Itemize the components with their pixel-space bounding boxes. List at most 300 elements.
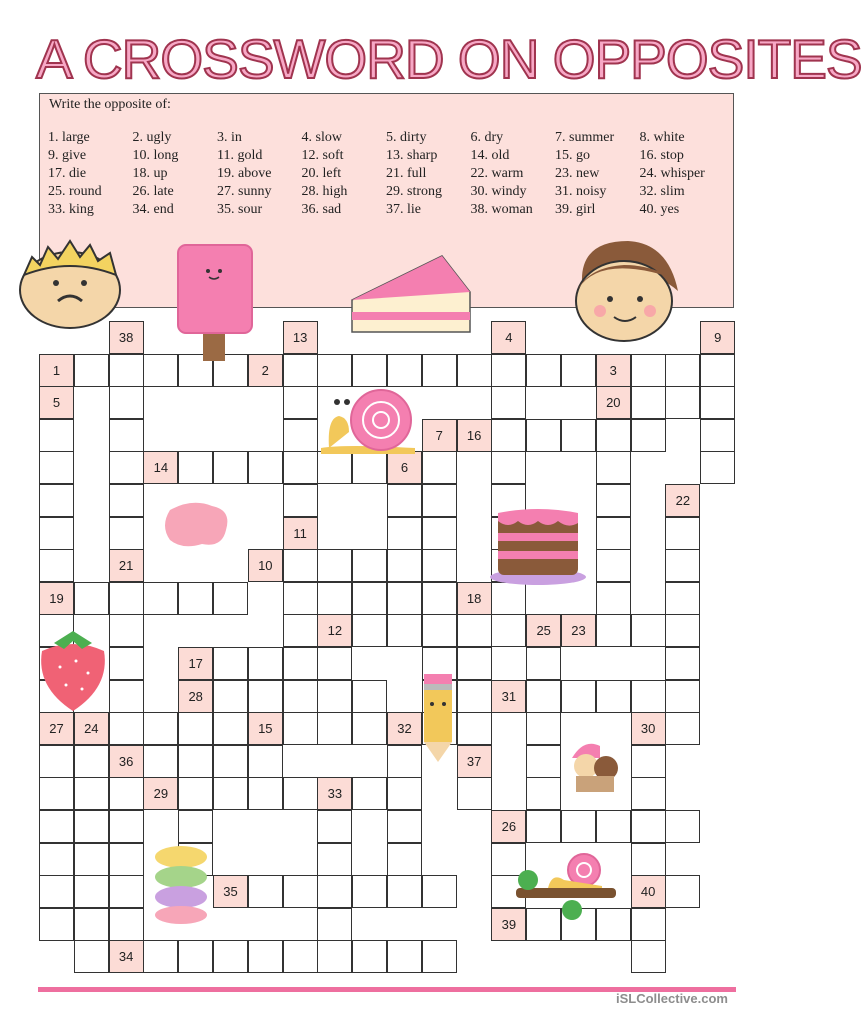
answer-cell[interactable] — [213, 940, 248, 973]
answer-cell[interactable] — [143, 712, 178, 745]
clue-item: 14. old — [470, 148, 510, 163]
answer-cell[interactable] — [178, 451, 213, 484]
answer-cell[interactable] — [387, 354, 422, 387]
watermark: iSLCollective.com — [616, 991, 728, 1006]
answer-cell[interactable] — [109, 875, 144, 908]
clue-item: 16. stop — [639, 148, 684, 163]
clue-item: 35. sour — [217, 202, 263, 217]
answer-cell[interactable] — [561, 419, 596, 452]
answer-cell[interactable] — [491, 614, 526, 647]
answer-cell[interactable] — [283, 680, 318, 713]
clue-item: 39. girl — [555, 202, 596, 217]
numbered-cell[interactable] — [213, 875, 248, 908]
answer-cell[interactable] — [283, 647, 318, 680]
answer-cell[interactable] — [422, 875, 457, 908]
clue-number: 6 — [400, 460, 409, 476]
answer-cell[interactable] — [109, 484, 144, 517]
answer-cell[interactable] — [352, 875, 387, 908]
clue-item: 34. end — [132, 202, 174, 217]
answer-cell[interactable] — [526, 354, 561, 387]
clue-number: 1 — [52, 362, 61, 378]
answer-cell[interactable] — [596, 517, 631, 550]
answer-cell[interactable] — [74, 875, 109, 908]
answer-cell[interactable] — [39, 777, 74, 810]
clue-number: 7 — [435, 427, 443, 443]
pink-blob-icon — [162, 500, 230, 552]
answer-cell[interactable] — [665, 582, 700, 615]
clue-number: 22 — [675, 493, 691, 508]
snail-on-branch-icon — [512, 850, 620, 924]
numbered-cell[interactable] — [317, 777, 352, 810]
answer-cell[interactable] — [596, 484, 631, 517]
numbered-cell[interactable] — [665, 484, 700, 517]
answer-cell[interactable] — [317, 354, 352, 387]
numbered-cell[interactable] — [178, 680, 213, 713]
answer-cell[interactable] — [665, 386, 700, 419]
clue-number: 5 — [52, 395, 61, 411]
numbered-cell[interactable] — [248, 712, 283, 745]
answer-cell[interactable] — [526, 745, 561, 778]
answer-cell[interactable] — [596, 614, 631, 647]
answer-cell[interactable] — [213, 680, 248, 713]
cake-slice-icon — [350, 252, 475, 344]
answer-cell[interactable] — [74, 908, 109, 941]
numbered-cell[interactable] — [143, 777, 178, 810]
answer-cell[interactable] — [317, 712, 352, 745]
answer-cell[interactable] — [109, 582, 144, 615]
answer-cell[interactable] — [631, 680, 666, 713]
clue-number: 17 — [188, 656, 203, 671]
answer-cell[interactable] — [387, 940, 422, 973]
answer-cell[interactable] — [178, 745, 213, 778]
clue-number: 29 — [153, 786, 169, 802]
answer-cell[interactable] — [700, 354, 735, 387]
answer-cell[interactable] — [143, 745, 178, 778]
answer-cell[interactable] — [387, 875, 422, 908]
answer-cell[interactable] — [561, 810, 596, 843]
answer-cell[interactable] — [248, 777, 283, 810]
answer-cell[interactable] — [109, 647, 144, 680]
answer-cell[interactable] — [283, 354, 318, 387]
clue-number: 38 — [118, 330, 134, 345]
answer-cell[interactable] — [39, 549, 74, 582]
strawberry-icon — [36, 627, 110, 713]
answer-cell[interactable] — [74, 810, 109, 843]
answer-cell[interactable] — [39, 908, 74, 941]
answer-cell[interactable] — [352, 614, 387, 647]
clue-number: 14 — [153, 460, 169, 476]
answer-cell[interactable] — [387, 484, 422, 517]
answer-cell[interactable] — [109, 451, 144, 484]
answer-cell[interactable] — [631, 843, 666, 876]
answer-cell[interactable] — [665, 680, 700, 713]
answer-cell[interactable] — [352, 549, 387, 582]
answer-cell[interactable] — [213, 712, 248, 745]
clue-number: 40 — [640, 884, 656, 900]
answer-cell[interactable] — [317, 680, 352, 713]
clue-item: 21. full — [386, 166, 427, 181]
answer-cell[interactable] — [178, 810, 213, 843]
clue-number: 16 — [466, 427, 482, 443]
answer-cell[interactable] — [283, 484, 318, 517]
answer-cell[interactable] — [283, 614, 318, 647]
answer-cell[interactable] — [457, 712, 492, 745]
answer-cell[interactable] — [596, 810, 631, 843]
numbered-cell[interactable] — [700, 321, 735, 354]
answer-cell[interactable] — [665, 517, 700, 550]
numbered-cell[interactable] — [561, 614, 596, 647]
answer-cell[interactable] — [387, 777, 422, 810]
answer-cell[interactable] — [213, 745, 248, 778]
answer-cell[interactable] — [387, 843, 422, 876]
answer-cell[interactable] — [700, 386, 735, 419]
instruction-text: Write the opposite of: — [49, 97, 171, 112]
clue-number: 33 — [327, 786, 343, 802]
answer-cell[interactable] — [178, 940, 213, 973]
girl-face-icon — [560, 233, 685, 345]
answer-cell[interactable] — [457, 680, 492, 713]
answer-cell[interactable] — [526, 712, 561, 745]
answer-cell[interactable] — [74, 354, 109, 387]
clue-item: 18. up — [132, 166, 168, 181]
answer-cell[interactable] — [317, 875, 352, 908]
answer-cell[interactable] — [665, 712, 700, 745]
answer-cell[interactable] — [74, 940, 109, 973]
clue-number: 23 — [571, 623, 586, 639]
answer-cell[interactable] — [526, 680, 561, 713]
answer-cell[interactable] — [109, 777, 144, 810]
clue-item: 4. slow — [301, 130, 342, 145]
clue-number: 18 — [466, 590, 482, 606]
answer-cell[interactable] — [422, 484, 457, 517]
clue-number: 25 — [536, 623, 551, 639]
answer-cell[interactable] — [39, 875, 74, 908]
answer-cell[interactable] — [74, 582, 109, 615]
answer-cell[interactable] — [109, 386, 144, 419]
numbered-cell[interactable] — [178, 647, 213, 680]
clue-number: 26 — [501, 819, 517, 834]
numbered-cell[interactable] — [631, 875, 666, 908]
answer-cell[interactable] — [39, 451, 74, 484]
numbered-cell[interactable] — [248, 549, 283, 582]
answer-cell[interactable] — [631, 777, 666, 810]
clue-number: 19 — [49, 590, 64, 606]
answer-cell[interactable] — [352, 940, 387, 973]
clue-item: 9. give — [48, 148, 87, 163]
answer-cell[interactable] — [109, 680, 144, 713]
answer-cell[interactable] — [109, 810, 144, 843]
clue-item: 30. windy — [470, 184, 527, 199]
answer-cell[interactable] — [109, 614, 144, 647]
clue-item: 26. late — [132, 184, 174, 199]
answer-cell[interactable] — [39, 745, 74, 778]
answer-cell[interactable] — [74, 745, 109, 778]
clue-number: 4 — [505, 330, 513, 345]
answer-cell[interactable] — [283, 386, 318, 419]
answer-cell[interactable] — [665, 810, 700, 843]
clue-number: 2 — [261, 362, 269, 378]
answer-cell[interactable] — [283, 712, 318, 745]
clue-item: 29. strong — [386, 184, 442, 199]
answer-cell[interactable] — [248, 940, 283, 973]
answer-cell[interactable] — [491, 451, 526, 484]
answer-cell[interactable] — [352, 680, 387, 713]
answer-cell[interactable] — [457, 354, 492, 387]
numbered-cell[interactable] — [596, 386, 631, 419]
numbered-cell[interactable] — [422, 419, 457, 452]
answer-cell[interactable] — [700, 419, 735, 452]
answer-cell[interactable] — [317, 843, 352, 876]
answer-cell[interactable] — [387, 517, 422, 550]
numbered-cell[interactable] — [491, 810, 526, 843]
answer-cell[interactable] — [665, 875, 700, 908]
page-title: A CROSSWORD ON OPPOSITES — [36, 28, 862, 90]
answer-cell[interactable] — [317, 582, 352, 615]
answer-cell[interactable] — [317, 549, 352, 582]
answer-cell[interactable] — [317, 451, 352, 484]
answer-cell[interactable] — [352, 777, 387, 810]
clue-item: 11. gold — [217, 148, 263, 163]
numbered-cell[interactable] — [74, 712, 109, 745]
answer-cell[interactable] — [248, 745, 283, 778]
answer-cell[interactable] — [283, 777, 318, 810]
answer-cell[interactable] — [213, 451, 248, 484]
numbered-cell[interactable] — [39, 354, 74, 387]
clue-item: 20. left — [301, 166, 342, 181]
answer-cell[interactable] — [248, 451, 283, 484]
answer-cell[interactable] — [631, 386, 666, 419]
answer-cell[interactable] — [283, 419, 318, 452]
answer-cell[interactable] — [248, 647, 283, 680]
clue-item: 31. noisy — [555, 184, 607, 199]
numbered-cell[interactable] — [283, 517, 318, 550]
popsicle-icon — [176, 243, 254, 363]
answer-cell[interactable] — [248, 680, 283, 713]
answer-cell[interactable] — [561, 354, 596, 387]
answer-cell[interactable] — [143, 940, 178, 973]
clue-number: 27 — [49, 721, 64, 737]
answer-cell[interactable] — [248, 875, 283, 908]
answer-cell[interactable] — [317, 647, 352, 680]
boy-face-icon — [14, 235, 126, 330]
answer-cell[interactable] — [109, 354, 144, 387]
clue-number: 32 — [397, 721, 412, 737]
answer-cell[interactable] — [422, 549, 457, 582]
answer-cell[interactable] — [665, 549, 700, 582]
answer-cell[interactable] — [283, 875, 318, 908]
answer-cell[interactable] — [631, 354, 666, 387]
answer-cell[interactable] — [387, 745, 422, 778]
answer-cell[interactable] — [596, 549, 631, 582]
numbered-cell[interactable] — [317, 614, 352, 647]
answer-cell[interactable] — [352, 582, 387, 615]
answer-cell[interactable] — [526, 810, 561, 843]
answer-cell[interactable] — [387, 614, 422, 647]
clue-item: 2. ugly — [132, 130, 172, 145]
answer-cell[interactable] — [39, 517, 74, 550]
numbered-cell[interactable] — [387, 451, 422, 484]
answer-cell[interactable] — [213, 647, 248, 680]
numbered-cell[interactable] — [143, 451, 178, 484]
numbered-cell[interactable] — [631, 712, 666, 745]
answer-cell[interactable] — [422, 451, 457, 484]
clue-item: 23. new — [555, 166, 600, 181]
answer-cell[interactable] — [631, 810, 666, 843]
numbered-cell[interactable] — [596, 354, 631, 387]
answer-cell[interactable] — [387, 549, 422, 582]
answer-cell[interactable] — [283, 549, 318, 582]
answer-cell[interactable] — [526, 647, 561, 680]
clue-number: 30 — [640, 721, 656, 737]
answer-cell[interactable] — [665, 647, 700, 680]
answer-cell[interactable] — [665, 354, 700, 387]
answer-cell[interactable] — [631, 419, 666, 452]
answer-cell[interactable] — [422, 614, 457, 647]
clue-item: 36. sad — [301, 202, 342, 217]
answer-cell[interactable] — [526, 419, 561, 452]
answer-cell[interactable] — [283, 451, 318, 484]
pencil-icon — [420, 672, 456, 764]
numbered-cell[interactable] — [491, 680, 526, 713]
answer-cell[interactable] — [457, 777, 492, 810]
answer-cell[interactable] — [283, 940, 318, 973]
clue-number: 9 — [714, 330, 722, 345]
numbered-cell[interactable] — [39, 386, 74, 419]
answer-cell[interactable] — [317, 940, 352, 973]
answer-cell[interactable] — [422, 354, 457, 387]
answer-cell[interactable] — [631, 908, 666, 941]
answer-cell[interactable] — [491, 354, 526, 387]
answer-cell[interactable] — [387, 810, 422, 843]
answer-cell[interactable] — [422, 517, 457, 550]
clue-number: 39 — [501, 916, 517, 932]
clue-item: 6. dry — [470, 130, 504, 145]
answer-cell[interactable] — [109, 843, 144, 876]
clue-number: 37 — [466, 753, 482, 769]
clue-item: 13. sharp — [386, 148, 438, 163]
answer-cell[interactable] — [213, 582, 248, 615]
answer-cell[interactable] — [178, 582, 213, 615]
clue-number: 15 — [258, 721, 273, 737]
clue-item: 5. dirty — [386, 130, 427, 145]
answer-cell[interactable] — [39, 419, 74, 452]
clue-item: 24. whisper — [639, 166, 705, 181]
answer-cell[interactable] — [700, 451, 735, 484]
answer-cell[interactable] — [213, 777, 248, 810]
answer-cell[interactable] — [491, 419, 526, 452]
answer-cell[interactable] — [39, 484, 74, 517]
clue-number: 11 — [293, 525, 307, 541]
answer-cell[interactable] — [109, 908, 144, 941]
answer-cell[interactable] — [561, 680, 596, 713]
numbered-cell[interactable] — [39, 712, 74, 745]
clue-number: 21 — [118, 558, 134, 574]
answer-cell[interactable] — [283, 582, 318, 615]
clue-item: 38. woman — [470, 202, 533, 217]
answer-cell[interactable] — [665, 614, 700, 647]
clue-item: 40. yes — [639, 202, 680, 217]
answer-cell[interactable] — [596, 419, 631, 452]
answer-cell[interactable] — [352, 451, 387, 484]
answer-cell[interactable] — [491, 386, 526, 419]
numbered-cell[interactable] — [457, 419, 492, 452]
clue-number: 13 — [292, 330, 308, 345]
answer-cell[interactable] — [178, 712, 213, 745]
answer-cell[interactable] — [109, 517, 144, 550]
answer-cell[interactable] — [143, 582, 178, 615]
clue-number: 36 — [118, 753, 134, 769]
layer-cake-icon — [488, 505, 588, 587]
answer-cell[interactable] — [109, 712, 144, 745]
answer-cell[interactable] — [457, 647, 492, 680]
answer-cell[interactable] — [39, 810, 74, 843]
answer-cell[interactable] — [317, 908, 352, 941]
clue-item: 28. high — [301, 184, 348, 199]
answer-cell[interactable] — [422, 582, 457, 615]
answer-cell[interactable] — [631, 745, 666, 778]
answer-cell[interactable] — [352, 354, 387, 387]
clue-number: 3 — [609, 362, 617, 378]
clue-item: 12. soft — [301, 148, 344, 163]
answer-cell[interactable] — [631, 614, 666, 647]
clue-number: 10 — [258, 558, 273, 574]
answer-cell[interactable] — [178, 777, 213, 810]
clue-item: 8. white — [639, 130, 685, 145]
numbered-cell[interactable] — [457, 745, 492, 778]
numbered-cell[interactable] — [109, 745, 144, 778]
answer-cell[interactable] — [39, 843, 74, 876]
numbered-cell[interactable] — [283, 321, 318, 354]
answer-cell[interactable] — [387, 582, 422, 615]
answer-cell[interactable] — [74, 843, 109, 876]
numbered-cell[interactable] — [109, 940, 144, 973]
numbered-cell[interactable] — [491, 321, 526, 354]
numbered-cell[interactable] — [109, 549, 144, 582]
answer-cell[interactable] — [109, 419, 144, 452]
clue-item: 25. round — [48, 184, 102, 199]
clue-item: 27. sunny — [217, 184, 272, 199]
snail-icon — [315, 388, 423, 456]
answer-cell[interactable] — [457, 614, 492, 647]
numbered-cell[interactable] — [39, 582, 74, 615]
answer-cell[interactable] — [74, 777, 109, 810]
numbered-cell[interactable] — [526, 614, 561, 647]
numbered-cell[interactable] — [387, 712, 422, 745]
answer-cell[interactable] — [596, 680, 631, 713]
clue-item: 37. lie — [386, 202, 421, 217]
answer-cell[interactable] — [317, 810, 352, 843]
clue-number: 20 — [606, 395, 621, 411]
answer-cell[interactable] — [422, 940, 457, 973]
clue-number: 35 — [223, 884, 238, 900]
answer-cell[interactable] — [352, 712, 387, 745]
clue-item: 32. slim — [639, 184, 685, 199]
clue-number: 12 — [327, 623, 343, 639]
clue-item: 3. in — [217, 130, 242, 145]
couple-icon — [570, 738, 622, 794]
numbered-cell[interactable] — [457, 582, 492, 615]
clue-item: 33. king — [48, 202, 94, 217]
answer-cell[interactable] — [631, 940, 666, 973]
clue-item: 22. warm — [470, 166, 524, 181]
answer-cell[interactable] — [596, 582, 631, 615]
answer-cell[interactable] — [526, 777, 561, 810]
answer-cell[interactable] — [143, 354, 178, 387]
answer-cell[interactable] — [596, 451, 631, 484]
clue-item: 19. above — [217, 166, 272, 181]
clue-item: 15. go — [555, 148, 590, 163]
clue-number: 31 — [501, 688, 517, 704]
